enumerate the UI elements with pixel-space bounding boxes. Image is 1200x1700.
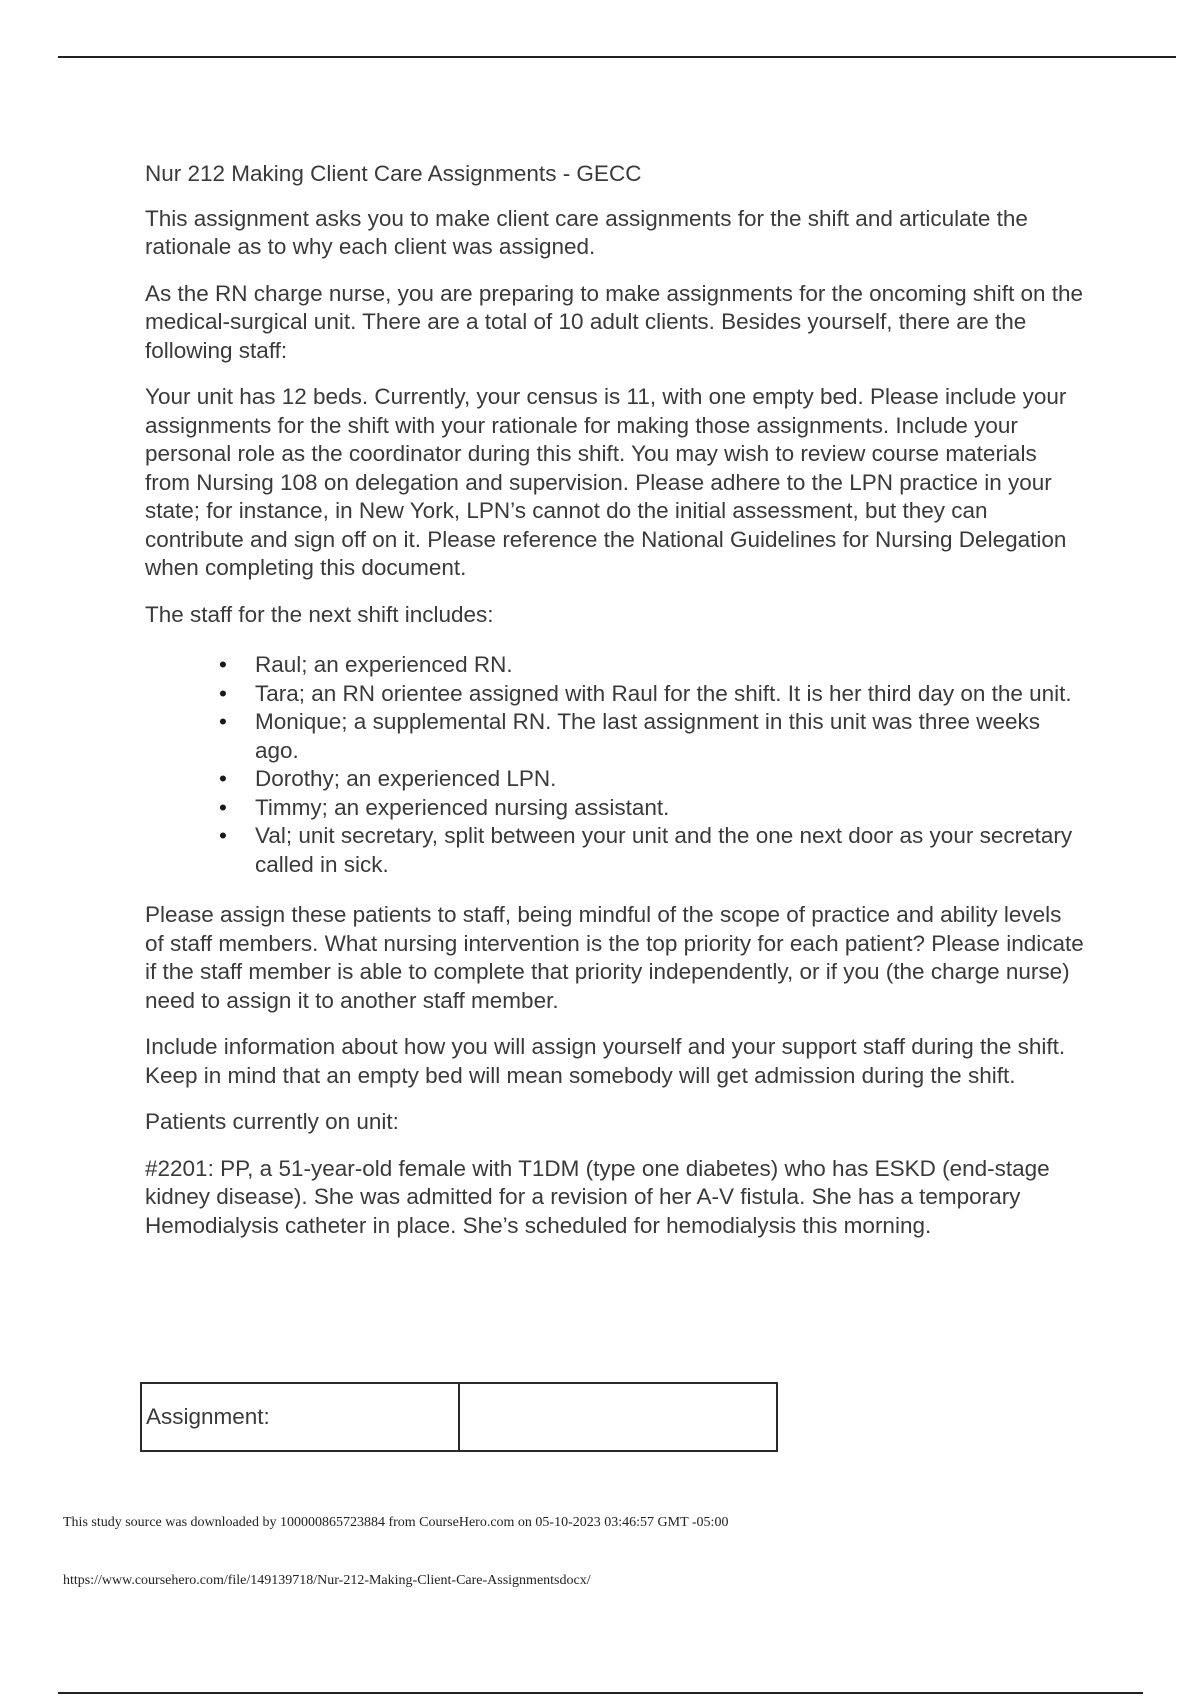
- staff-item-val: • Val; unit secretary, split between your unit and the one next door as your secretary called in sick.: [255, 822, 1085, 879]
- document-body: [145, 160, 1085, 1258]
- staff-item-timmy: • Timmy; an experienced nursing assistant.: [255, 794, 1085, 823]
- bottom-divider: [58, 1692, 1143, 1694]
- intro-paragraph: Your unit has 12 beds. Currently, your census is 11, with one empty bed. Please include your assignments for the shift with your rationale for making those assignments. Include your personal role as the coordinator during this shift. You may wish to review course materials from Nursing 108 on delegation and supervision. Please adhere to the LPN practice in your state; for instance, in New York, LPN’s cannot do the initial assessment, but they can contribute and sign off on it. Please reference the National Guidelines for Nursing Delegation when completing this document.: [145, 384, 1067, 580]
- source-url[interactable]: https://www.coursehero.com/file/149139718/Nur-212-Making-Client-Care-Assignmentsdocx/: [63, 1573, 591, 1588]
- patients-heading: Patients currently on unit:: [145, 1109, 399, 1134]
- assignment-value-cell[interactable]: [459, 1383, 777, 1451]
- staff-item-dorothy: • Dorothy; an experienced LPN.: [255, 765, 1085, 794]
- assignment-table: [140, 1382, 778, 1452]
- instructions-paragraph: Please assign these patients to staff, being mindful of the scope of practice and ability levels of staff members. What nursing intervention is the top priority for each patient? Please indicate if the staff member is able to complete that priority independently, or if you (the charge nurse) need to assign it to another staff member.: [145, 902, 1084, 1013]
- intro-paragraph: This assignment asks you to make client care assignments for the shift and articulate the rationale as to why each client was assigned.: [145, 205, 1028, 259]
- document-title: Nur 212 Making Client Care Assignments - GECC: [145, 161, 642, 186]
- assignment-label-cell: Assignment:: [141, 1383, 459, 1451]
- intro-paragraph: As the RN charge nurse, you are preparing to make assignments for the oncoming shift on the medical-surgical unit. There are a total of 10 adult clients. Besides yourself, there are the following staff:: [145, 280, 1084, 363]
- patient-2201-description: #2201: PP, a 51-year-old female with T1DM (type one diabetes) who has ESKD (end-stage kidney disease). She was admitted for a revision of her A-V fistula. She has a temporary Hemodialysis catheter in place. She’s scheduled for hemodialysis this morning.: [145, 1155, 1050, 1238]
- staff-list: [145, 651, 1085, 879]
- staff-item-raul: • Raul; an experienced RN.: [255, 651, 1085, 680]
- staff-item-tara: • Tara; an RN orientee assigned with Raul for the shift. It is her third day on the unit.: [255, 680, 1085, 709]
- top-divider: [58, 56, 1176, 58]
- staff-heading: The staff for the next shift includes:: [145, 601, 494, 627]
- download-notice: This study source was downloaded by 100000865723884 from CourseHero.com on 05-10-2023 03:46:57 GMT -05:00: [63, 1515, 729, 1530]
- staff-item-monique: • Monique; a supplemental RN. The last assignment in this unit was three weeks ago.: [255, 708, 1085, 765]
- table-row: [141, 1383, 777, 1451]
- instructions-paragraph: Include information about how you will assign yourself and your support staff during the shift. Keep in mind that an empty bed will mean somebody will get admission during the shift.: [145, 1034, 1066, 1088]
